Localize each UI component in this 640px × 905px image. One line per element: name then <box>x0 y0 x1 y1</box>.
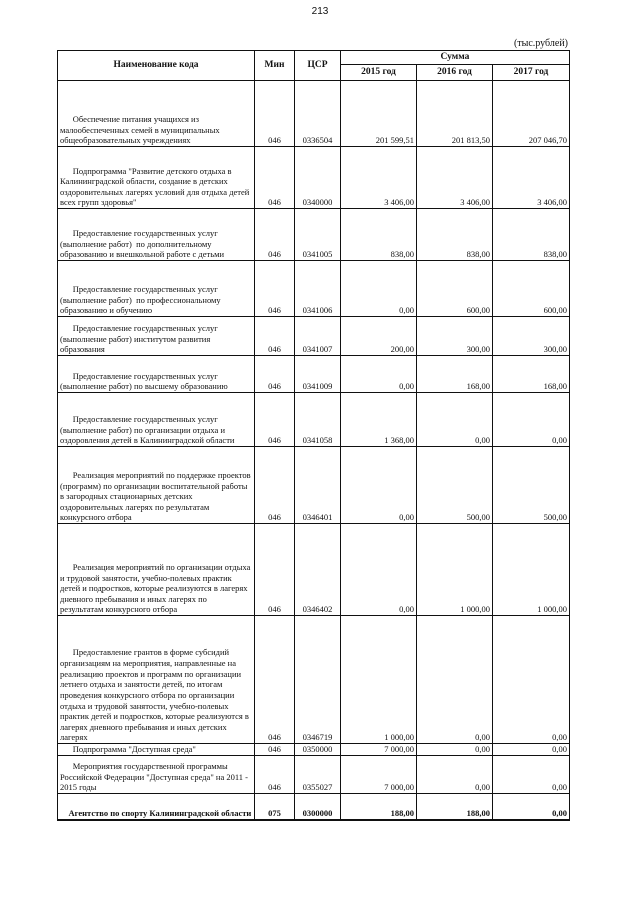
header-sum: Сумма <box>341 51 570 65</box>
row-2015: 0,00 <box>341 524 417 616</box>
row-min: 075 <box>255 794 295 820</box>
header-2016: 2016 год <box>417 65 493 81</box>
row-2016: 1 000,00 <box>417 524 493 616</box>
row-csr: 0346402 <box>295 524 341 616</box>
table-row <box>58 524 570 616</box>
row-name: Предоставление государственных услуг (выполнение работ) по организации отдыха и оздоровления детей в Калининградской области <box>58 393 255 447</box>
table-row <box>58 744 570 756</box>
table-row <box>58 616 570 744</box>
table-row <box>58 147 570 209</box>
table-row <box>58 356 570 393</box>
row-2015: 7 000,00 <box>341 756 417 794</box>
row-2015: 0,00 <box>341 261 417 317</box>
row-min: 046 <box>255 393 295 447</box>
header-2017: 2017 год <box>493 65 570 81</box>
row-2017: 207 046,70 <box>493 81 570 147</box>
row-2016: 188,00 <box>417 794 493 820</box>
row-2016: 0,00 <box>417 616 493 744</box>
row-2016: 300,00 <box>417 317 493 356</box>
row-2016: 0,00 <box>417 756 493 794</box>
row-min: 046 <box>255 744 295 756</box>
row-2015: 1 368,00 <box>341 393 417 447</box>
row-min: 046 <box>255 147 295 209</box>
row-2017: 1 000,00 <box>493 524 570 616</box>
row-min: 046 <box>255 81 295 147</box>
row-2016: 0,00 <box>417 393 493 447</box>
table-row <box>58 261 570 317</box>
table-row <box>58 393 570 447</box>
row-2017: 500,00 <box>493 447 570 524</box>
page-number: 213 <box>311 6 329 17</box>
row-name: Предоставление государственных услуг (выполнение работ) по профессиональному образованию и обучению <box>58 261 255 317</box>
row-2015: 200,00 <box>341 317 417 356</box>
table-row <box>58 447 570 524</box>
row-min: 046 <box>255 524 295 616</box>
row-2015: 838,00 <box>341 209 417 261</box>
row-2015: 7 000,00 <box>341 744 417 756</box>
table-row-agency <box>58 794 570 820</box>
row-name: Реализация мероприятий по поддержке проектов (программ) по организации воспитательной работы в загородных стационарных детских оздоровительных лагерях по результатам конкурсного отбора <box>58 447 255 524</box>
row-csr: 0346719 <box>295 616 341 744</box>
row-min: 046 <box>255 209 295 261</box>
row-name: Подпрограмма "Развитие детского отдыха в Калининградской области, создание в детских оздоровительных лагерях условий для отдыха детей всех групп здоровья" <box>58 147 255 209</box>
row-2015: 3 406,00 <box>341 147 417 209</box>
row-name: Предоставление государственных услуг (выполнение работ) по высшему образованию <box>58 356 255 393</box>
header-name: Наименование кода <box>58 51 255 81</box>
row-2015: 0,00 <box>341 356 417 393</box>
row-name: Предоставление государственных услуг (выполнение работ) по дополнительному образованию и внешкольной работе с детьми <box>58 209 255 261</box>
row-csr: 0341007 <box>295 317 341 356</box>
row-min: 046 <box>255 447 295 524</box>
row-2016: 168,00 <box>417 356 493 393</box>
row-2017: 300,00 <box>493 317 570 356</box>
row-csr: 0300000 <box>295 794 341 820</box>
row-2016: 600,00 <box>417 261 493 317</box>
row-min: 046 <box>255 616 295 744</box>
table-row <box>58 81 570 147</box>
row-2017: 0,00 <box>493 756 570 794</box>
table-row <box>58 209 570 261</box>
row-2017: 168,00 <box>493 356 570 393</box>
row-2017: 0,00 <box>493 794 570 820</box>
row-2015: 201 599,51 <box>341 81 417 147</box>
row-2016: 500,00 <box>417 447 493 524</box>
row-2015: 188,00 <box>341 794 417 820</box>
row-csr: 0355027 <box>295 756 341 794</box>
row-2016: 0,00 <box>417 744 493 756</box>
budget-table <box>57 50 570 821</box>
row-name: Предоставление грантов в форме субсидий организациям на мероприятия, направленные на реализацию проектов и программ по организации летнего отдыха и занятости детей, по итогам проведения конкурсного отбора по организации отдыха и трудовой занятости, учебно-полевых практик детей и подростков, которые реализуются в лагерях дневного пребывания и иных детских лагерях <box>58 616 255 744</box>
row-2017: 0,00 <box>493 393 570 447</box>
row-csr: 0350000 <box>295 744 341 756</box>
header-csr: ЦСР <box>295 51 341 81</box>
row-csr: 0346401 <box>295 447 341 524</box>
row-2017: 3 406,00 <box>493 147 570 209</box>
table-row <box>58 756 570 794</box>
row-csr: 0336504 <box>295 81 341 147</box>
header-2015: 2015 год <box>341 65 417 81</box>
row-name: Реализация мероприятий по организации отдыха и трудовой занятости, учебно-полевых практик детей и подростков, которые реализуются в лагерях дневного пребывания и иных лагерях по результатам конкурсного отбора <box>58 524 255 616</box>
row-min: 046 <box>255 261 295 317</box>
row-csr: 0341009 <box>295 356 341 393</box>
table-row <box>58 317 570 356</box>
row-2016: 3 406,00 <box>417 147 493 209</box>
row-csr: 0341006 <box>295 261 341 317</box>
row-min: 046 <box>255 317 295 356</box>
row-2016: 838,00 <box>417 209 493 261</box>
row-min: 046 <box>255 356 295 393</box>
row-2017: 0,00 <box>493 744 570 756</box>
row-name: Подпрограмма "Доступная среда" <box>58 744 255 756</box>
row-csr: 0341058 <box>295 393 341 447</box>
row-2017: 600,00 <box>493 261 570 317</box>
header-min: Мин <box>255 51 295 81</box>
row-2017: 838,00 <box>493 209 570 261</box>
units-label: (тыс.рублей) <box>513 38 568 49</box>
row-name: Мероприятия государственной программы Российской Федерации "Доступная среда" на 2011 - 2015 годы <box>58 756 255 794</box>
row-csr: 0340000 <box>295 147 341 209</box>
row-2016: 201 813,50 <box>417 81 493 147</box>
row-csr: 0341005 <box>295 209 341 261</box>
row-name: Агентство по спорту Калининградской области <box>58 794 255 820</box>
row-2015: 1 000,00 <box>341 616 417 744</box>
row-2017: 0,00 <box>493 616 570 744</box>
row-2015: 0,00 <box>341 447 417 524</box>
row-name: Предоставление государственных услуг (выполнение работ) институтом развития образования <box>58 317 255 356</box>
row-min: 046 <box>255 756 295 794</box>
row-name: Обеспечение питания учащихся из малообеспеченных семей в муниципальных общеобразовательных учреждениях <box>58 81 255 147</box>
